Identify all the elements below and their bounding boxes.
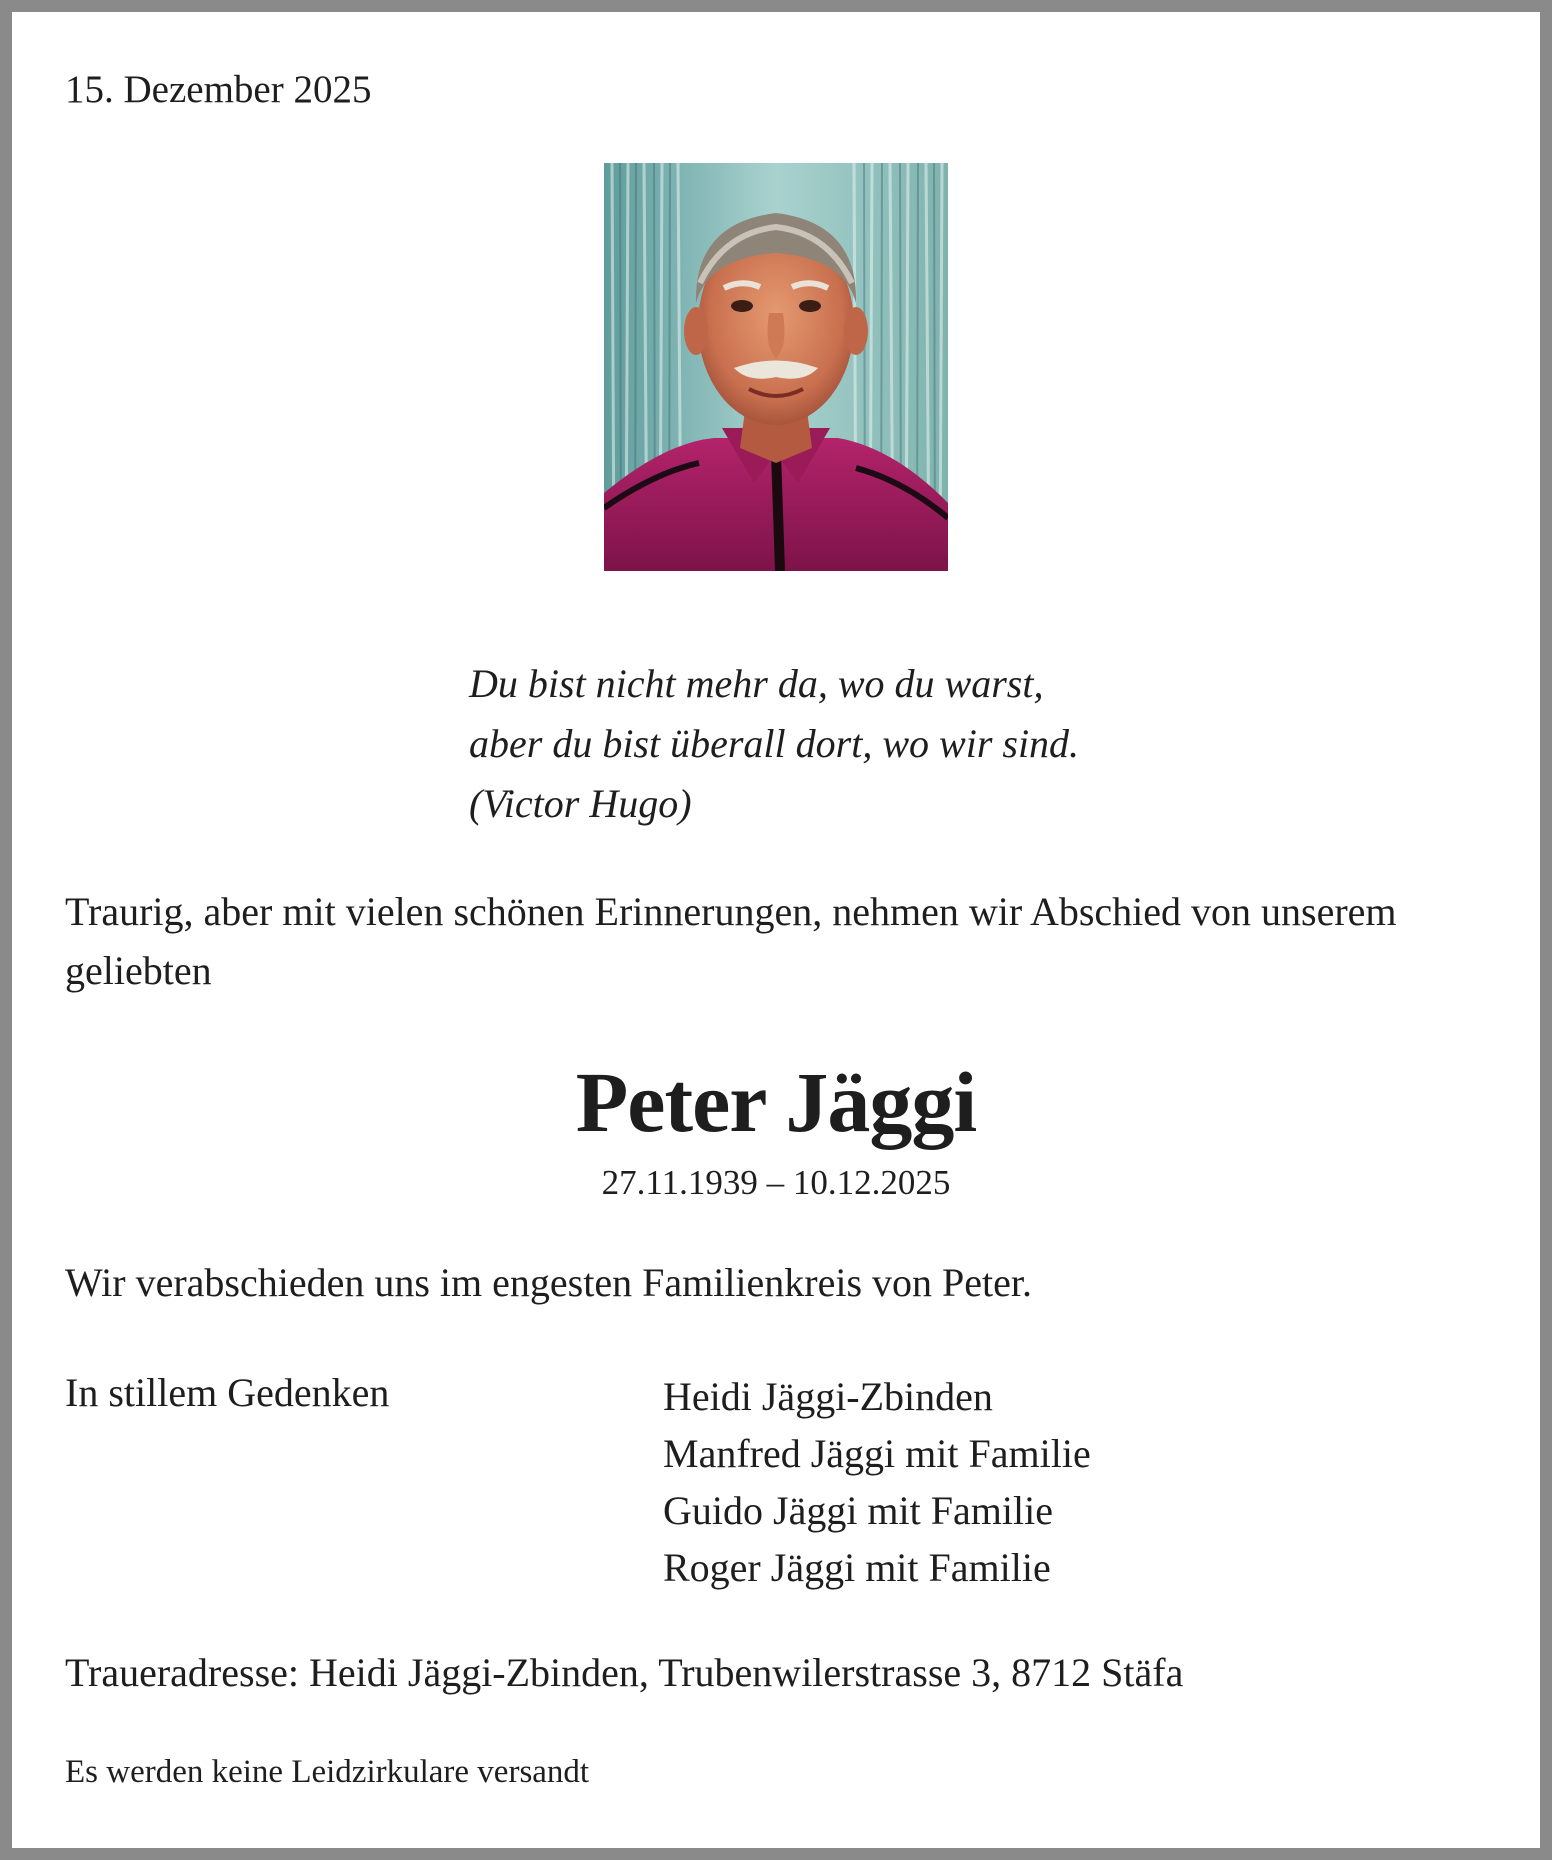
mourner-name: Roger Jäggi mit Familie	[663, 1545, 1051, 1590]
mourner-name: Manfred Jäggi mit Familie	[663, 1431, 1091, 1476]
publication-date: 15. Dezember 2025	[65, 68, 372, 111]
mourners-list	[663, 1368, 1091, 1596]
quote-author: (Victor Hugo)	[469, 781, 692, 826]
memory-label: In stillem Gedenken	[65, 1370, 390, 1415]
intro-text: Traurig, aber mit vielen schönen Erinnerungen, nehmen wir Abschied von unserem geliebten	[65, 889, 1397, 993]
portrait-photo	[604, 163, 948, 571]
mourner-name: Heidi Jäggi-Zbinden	[663, 1374, 993, 1419]
circular-notice: Es werden keine Leidzirkulare versandt	[65, 1754, 590, 1790]
obituary-notice	[12, 12, 1540, 1848]
quote-block	[469, 654, 1079, 834]
quote-line: Du bist nicht mehr da, wo du warst,	[469, 661, 1044, 706]
life-dates: 27.11.1939 – 10.12.2025	[601, 1163, 951, 1202]
mourner-name: Guido Jäggi mit Familie	[663, 1488, 1053, 1533]
quote-line: aber du bist überall dort, wo wir sind.	[469, 721, 1080, 766]
deceased-name: Peter Jäggi	[575, 1054, 977, 1150]
farewell-text: Wir verabschieden uns im engesten Familienkreis von Peter.	[65, 1260, 1033, 1305]
mourning-address: Traueradresse: Heidi Jäggi-Zbinden, Trubenwilerstrasse 3, 8712 Stäfa	[65, 1650, 1184, 1695]
